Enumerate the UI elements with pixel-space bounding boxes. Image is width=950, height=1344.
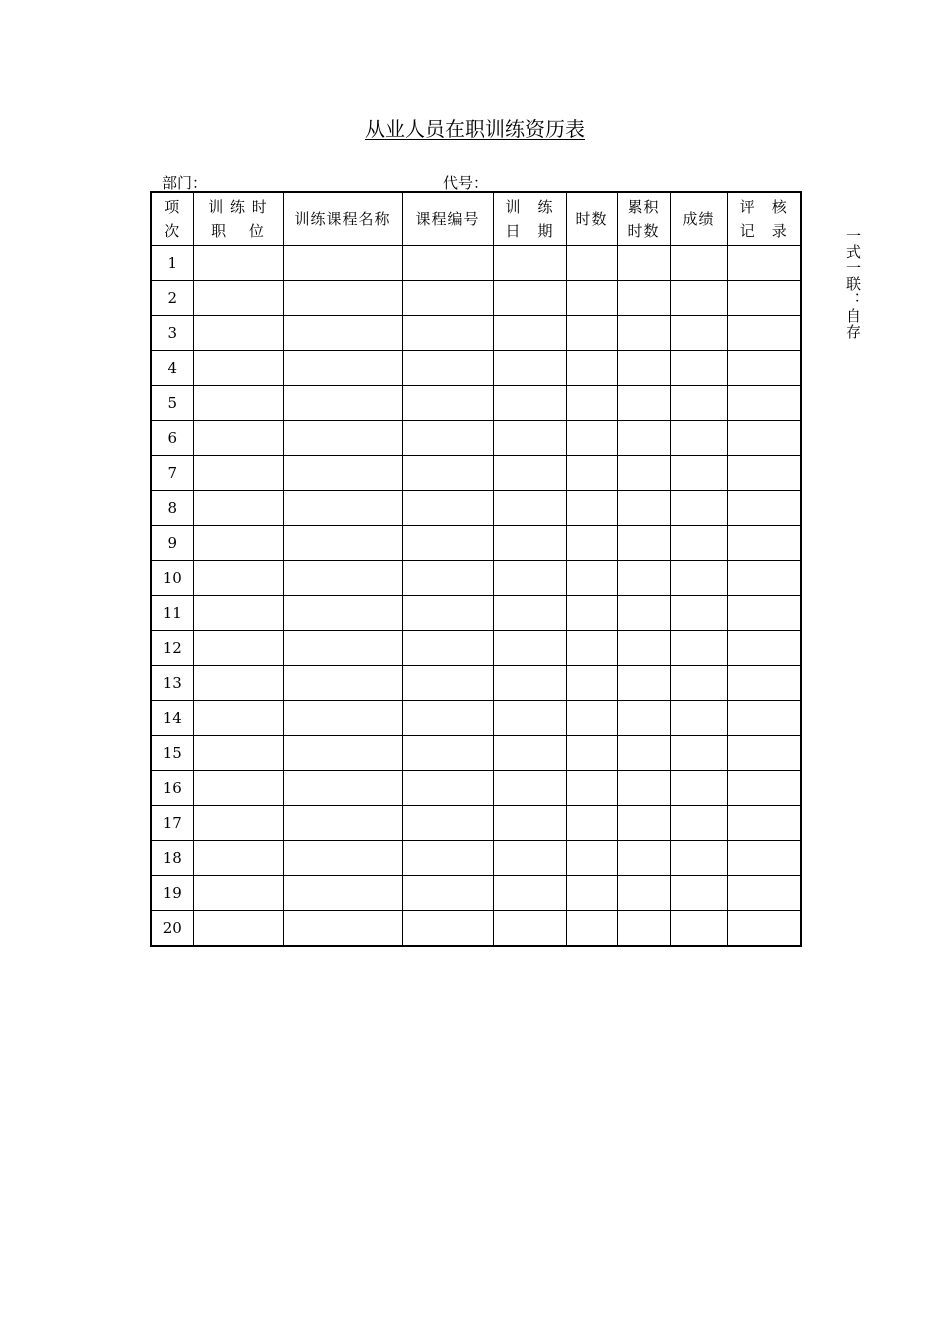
course-code-cell[interactable]: [402, 631, 493, 666]
course-name-cell[interactable]: [283, 491, 402, 526]
hours-cell[interactable]: [566, 771, 617, 806]
score-cell[interactable]: [670, 701, 727, 736]
evaluation-cell[interactable]: [727, 316, 801, 351]
score-cell[interactable]: [670, 316, 727, 351]
score-cell[interactable]: [670, 806, 727, 841]
evaluation-cell[interactable]: [727, 351, 801, 386]
evaluation-cell[interactable]: [727, 911, 801, 947]
evaluation-cell[interactable]: [727, 806, 801, 841]
hours-cell[interactable]: [566, 841, 617, 876]
cumulative-hours-cell[interactable]: [617, 771, 670, 806]
hours-cell[interactable]: [566, 351, 617, 386]
score-cell[interactable]: [670, 421, 727, 456]
code-field: 代号：: [443, 174, 489, 192]
course-name-cell[interactable]: [283, 666, 402, 701]
row-number: 20: [151, 911, 193, 947]
row-number: 6: [151, 421, 193, 456]
course-code-cell[interactable]: [402, 806, 493, 841]
course-code-cell[interactable]: [402, 666, 493, 701]
training-date-cell[interactable]: [493, 491, 566, 526]
cumulative-hours-cell[interactable]: [617, 701, 670, 736]
evaluation-cell[interactable]: [727, 281, 801, 316]
position-cell[interactable]: [193, 841, 283, 876]
training-date-cell[interactable]: [493, 456, 566, 491]
cumulative-hours-cell[interactable]: [617, 666, 670, 701]
course-code-cell[interactable]: [402, 841, 493, 876]
hours-cell[interactable]: [566, 596, 617, 631]
course-code-cell[interactable]: [402, 561, 493, 596]
evaluation-cell[interactable]: [727, 876, 801, 911]
position-cell[interactable]: [193, 596, 283, 631]
row-number: 11: [151, 596, 193, 631]
table-row: [151, 561, 801, 596]
table-row: [151, 596, 801, 631]
cumulative-hours-cell[interactable]: [617, 246, 670, 281]
hours-cell[interactable]: [566, 806, 617, 841]
row-number: 13: [151, 666, 193, 701]
row-number: 5: [151, 386, 193, 421]
cumulative-hours-cell[interactable]: [617, 876, 670, 911]
training-date-cell[interactable]: [493, 911, 566, 947]
course-code-cell[interactable]: [402, 386, 493, 421]
course-name-cell[interactable]: [283, 771, 402, 806]
header-training-date: 训 练 日 期: [493, 192, 566, 246]
position-cell[interactable]: [193, 246, 283, 281]
row-number: 7: [151, 456, 193, 491]
training-date-cell[interactable]: [493, 806, 566, 841]
hours-cell[interactable]: [566, 316, 617, 351]
score-cell[interactable]: [670, 771, 727, 806]
row-number: 15: [151, 736, 193, 771]
position-cell[interactable]: [193, 701, 283, 736]
score-cell[interactable]: [670, 246, 727, 281]
hours-cell[interactable]: [566, 281, 617, 316]
evaluation-cell[interactable]: [727, 421, 801, 456]
table-row: [151, 386, 801, 421]
course-name-cell[interactable]: [283, 701, 402, 736]
score-cell[interactable]: [670, 911, 727, 947]
course-code-cell[interactable]: [402, 701, 493, 736]
hours-cell[interactable]: [566, 421, 617, 456]
table-row: [151, 526, 801, 561]
position-cell[interactable]: [193, 806, 283, 841]
position-cell[interactable]: [193, 316, 283, 351]
hours-cell[interactable]: [566, 456, 617, 491]
training-date-cell[interactable]: [493, 281, 566, 316]
header-cumulative-hours: 累积 时数: [617, 192, 670, 246]
training-date-cell[interactable]: [493, 351, 566, 386]
training-date-cell[interactable]: [493, 386, 566, 421]
score-cell[interactable]: [670, 596, 727, 631]
table-header-row: [151, 192, 801, 246]
score-cell[interactable]: [670, 736, 727, 771]
score-cell[interactable]: [670, 841, 727, 876]
table-row: [151, 701, 801, 736]
row-number: 9: [151, 526, 193, 561]
evaluation-cell[interactable]: [727, 526, 801, 561]
evaluation-cell[interactable]: [727, 631, 801, 666]
cumulative-hours-cell[interactable]: [617, 736, 670, 771]
header-hours: 时数: [566, 192, 617, 246]
evaluation-cell[interactable]: [727, 386, 801, 421]
course-code-cell[interactable]: [402, 281, 493, 316]
training-date-cell[interactable]: [493, 841, 566, 876]
course-name-cell[interactable]: [283, 841, 402, 876]
row-number: 4: [151, 351, 193, 386]
row-number: 10: [151, 561, 193, 596]
cumulative-hours-cell[interactable]: [617, 561, 670, 596]
course-name-cell[interactable]: [283, 526, 402, 561]
table-row: [151, 456, 801, 491]
position-cell[interactable]: [193, 666, 283, 701]
training-date-cell[interactable]: [493, 771, 566, 806]
course-code-cell[interactable]: [402, 876, 493, 911]
row-number: 19: [151, 876, 193, 911]
score-cell[interactable]: [670, 631, 727, 666]
position-cell[interactable]: [193, 351, 283, 386]
evaluation-cell[interactable]: [727, 561, 801, 596]
training-date-cell[interactable]: [493, 876, 566, 911]
header-position: 训 练 时 职 位: [193, 192, 283, 246]
course-code-cell[interactable]: [402, 316, 493, 351]
cumulative-hours-cell[interactable]: [617, 806, 670, 841]
cumulative-hours-cell[interactable]: [617, 456, 670, 491]
hours-cell[interactable]: [566, 736, 617, 771]
cumulative-hours-cell[interactable]: [617, 631, 670, 666]
cumulative-hours-cell[interactable]: [617, 281, 670, 316]
row-number: 18: [151, 841, 193, 876]
position-cell[interactable]: [193, 526, 283, 561]
position-cell[interactable]: [193, 491, 283, 526]
training-record-table: [150, 191, 802, 947]
cumulative-hours-cell[interactable]: [617, 596, 670, 631]
course-name-cell[interactable]: [283, 631, 402, 666]
position-cell[interactable]: [193, 631, 283, 666]
table-row: [151, 491, 801, 526]
course-name-cell[interactable]: [283, 421, 402, 456]
score-cell[interactable]: [670, 456, 727, 491]
evaluation-cell[interactable]: [727, 246, 801, 281]
table-row: [151, 421, 801, 456]
course-code-cell[interactable]: [402, 526, 493, 561]
cumulative-hours-cell[interactable]: [617, 351, 670, 386]
course-name-cell[interactable]: [283, 596, 402, 631]
table-row: [151, 841, 801, 876]
hours-cell[interactable]: [566, 561, 617, 596]
course-name-cell[interactable]: [283, 736, 402, 771]
form-title: 从业人员在职训练资历表: [365, 117, 585, 141]
position-cell[interactable]: [193, 876, 283, 911]
score-cell[interactable]: [670, 876, 727, 911]
table-row: [151, 631, 801, 666]
header-evaluation: 评 核 记 录: [727, 192, 801, 246]
table-row: [151, 316, 801, 351]
course-code-cell[interactable]: [402, 351, 493, 386]
cumulative-hours-cell[interactable]: [617, 421, 670, 456]
training-date-cell[interactable]: [493, 701, 566, 736]
position-cell[interactable]: [193, 736, 283, 771]
evaluation-cell[interactable]: [727, 736, 801, 771]
course-code-cell[interactable]: [402, 456, 493, 491]
course-code-cell[interactable]: [402, 491, 493, 526]
hours-cell[interactable]: [566, 666, 617, 701]
course-code-cell[interactable]: [402, 421, 493, 456]
table-row: [151, 351, 801, 386]
evaluation-cell[interactable]: [727, 456, 801, 491]
header-course-name: 训练课程名称: [283, 192, 402, 246]
course-name-cell[interactable]: [283, 456, 402, 491]
position-cell[interactable]: [193, 561, 283, 596]
header-course-code: 课程编号: [402, 192, 493, 246]
position-cell[interactable]: [193, 281, 283, 316]
hours-cell[interactable]: [566, 701, 617, 736]
cumulative-hours-cell[interactable]: [617, 841, 670, 876]
score-cell[interactable]: [670, 386, 727, 421]
training-date-cell[interactable]: [493, 421, 566, 456]
course-code-cell[interactable]: [402, 596, 493, 631]
course-code-cell[interactable]: [402, 771, 493, 806]
course-code-cell[interactable]: [402, 911, 493, 947]
row-number: 8: [151, 491, 193, 526]
course-name-cell[interactable]: [283, 386, 402, 421]
training-date-cell[interactable]: [493, 666, 566, 701]
training-date-cell[interactable]: [493, 736, 566, 771]
evaluation-cell[interactable]: [727, 701, 801, 736]
row-number: 16: [151, 771, 193, 806]
row-number: 3: [151, 316, 193, 351]
evaluation-cell[interactable]: [727, 666, 801, 701]
row-number: 14: [151, 701, 193, 736]
training-date-cell[interactable]: [493, 526, 566, 561]
hours-cell[interactable]: [566, 631, 617, 666]
table-row: [151, 911, 801, 947]
course-name-cell[interactable]: [283, 351, 402, 386]
training-date-cell[interactable]: [493, 596, 566, 631]
score-cell[interactable]: [670, 491, 727, 526]
row-number: 17: [151, 806, 193, 841]
score-cell[interactable]: [670, 666, 727, 701]
position-cell[interactable]: [193, 421, 283, 456]
department-field: 部门：: [162, 174, 208, 192]
hours-cell[interactable]: [566, 876, 617, 911]
position-cell[interactable]: [193, 456, 283, 491]
course-name-cell[interactable]: [283, 876, 402, 911]
score-cell[interactable]: [670, 561, 727, 596]
cumulative-hours-cell[interactable]: [617, 316, 670, 351]
training-date-cell[interactable]: [493, 246, 566, 281]
course-code-cell[interactable]: [402, 736, 493, 771]
course-name-cell[interactable]: [283, 316, 402, 351]
row-number: 2: [151, 281, 193, 316]
training-date-cell[interactable]: [493, 561, 566, 596]
position-cell[interactable]: [193, 386, 283, 421]
training-date-cell[interactable]: [493, 631, 566, 666]
hours-cell[interactable]: [566, 246, 617, 281]
course-name-cell[interactable]: [283, 561, 402, 596]
table-row: [151, 771, 801, 806]
training-date-cell[interactable]: [493, 316, 566, 351]
row-number: 1: [151, 246, 193, 281]
cumulative-hours-cell[interactable]: [617, 491, 670, 526]
row-number: 12: [151, 631, 193, 666]
cumulative-hours-cell[interactable]: [617, 526, 670, 561]
course-name-cell[interactable]: [283, 911, 402, 947]
table-row: [151, 281, 801, 316]
evaluation-cell[interactable]: [727, 596, 801, 631]
hours-cell[interactable]: [566, 491, 617, 526]
table-row: [151, 736, 801, 771]
cumulative-hours-cell[interactable]: [617, 911, 670, 947]
header-item-no: 项 次: [151, 192, 193, 246]
table-row: [151, 666, 801, 701]
hours-cell[interactable]: [566, 386, 617, 421]
course-name-cell[interactable]: [283, 246, 402, 281]
score-cell[interactable]: [670, 281, 727, 316]
header-score: 成绩: [670, 192, 727, 246]
position-cell[interactable]: [193, 771, 283, 806]
evaluation-cell[interactable]: [727, 841, 801, 876]
course-name-cell[interactable]: [283, 806, 402, 841]
hours-cell[interactable]: [566, 526, 617, 561]
score-cell[interactable]: [670, 351, 727, 386]
cumulative-hours-cell[interactable]: [617, 386, 670, 421]
hours-cell[interactable]: [566, 911, 617, 947]
course-name-cell[interactable]: [283, 281, 402, 316]
evaluation-cell[interactable]: [727, 771, 801, 806]
table-row: [151, 246, 801, 281]
course-code-cell[interactable]: [402, 246, 493, 281]
position-cell[interactable]: [193, 911, 283, 947]
evaluation-cell[interactable]: [727, 491, 801, 526]
score-cell[interactable]: [670, 526, 727, 561]
copy-note: 一式一联：自存: [844, 228, 862, 340]
table-row: [151, 806, 801, 841]
table-row: [151, 876, 801, 911]
